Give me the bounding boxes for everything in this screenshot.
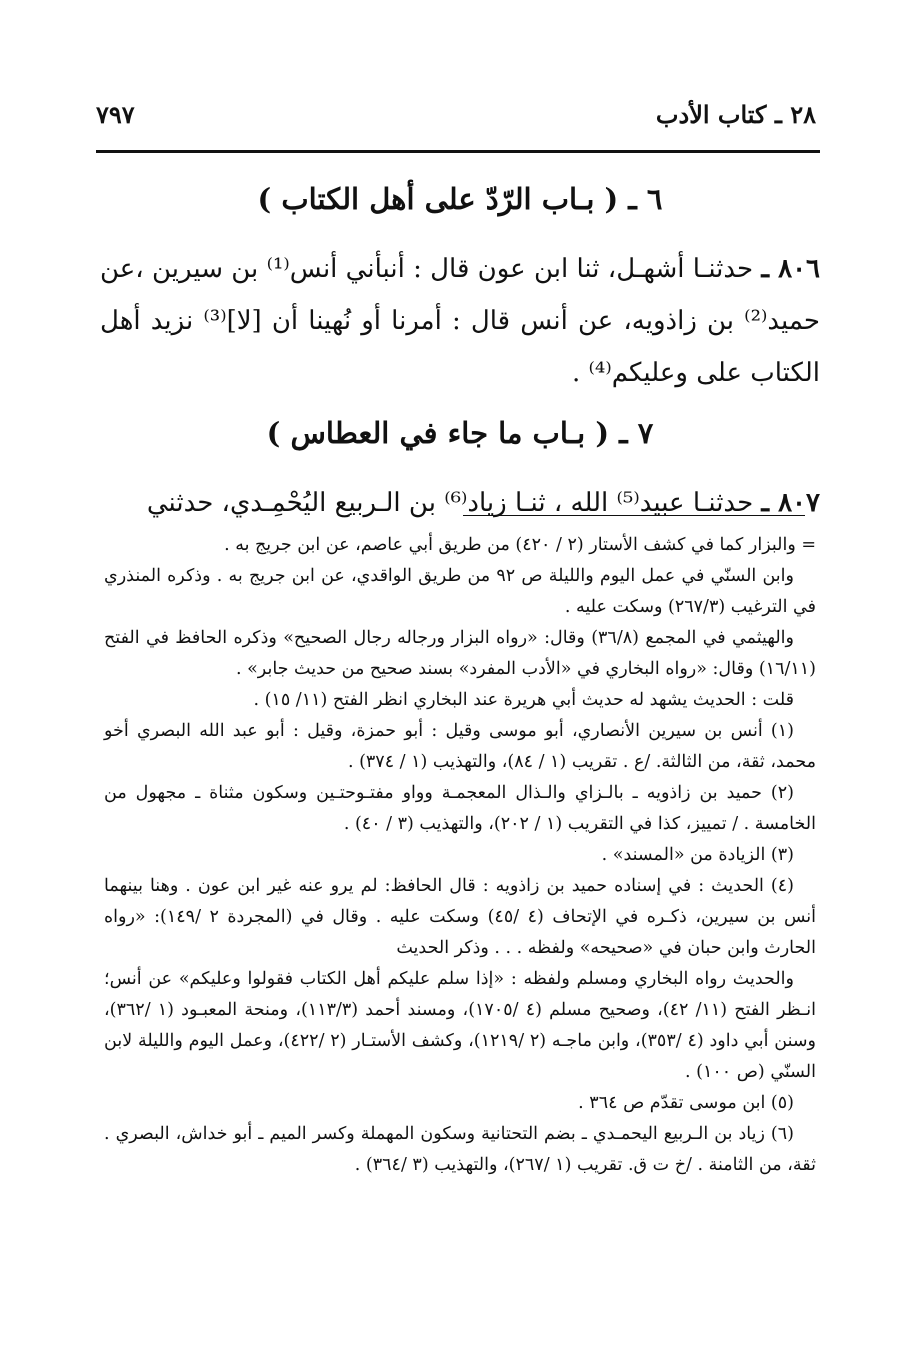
page-header bbox=[96, 100, 816, 140]
hadith-807 bbox=[100, 477, 820, 529]
footnote-2: (٢) حميد بن زاذويه ـ بالـزاي والـذال المعجمـة وواو مفتـوحتـين وسكون مثناة ـ مجهول من الخامسة . / تمييز، كذا في التقريب (١ / ٢٠٢)، والتهذيب (٣ / ٤٠) . bbox=[104, 783, 816, 834]
chapter-title-7: ٧ ـ ( بـاب ما جاء في العطاس ) bbox=[266, 416, 654, 450]
hadith-806-text: حدثنـا أشهـل، ثنا ابن عون قال : أنبأني أنس⁽¹⁾ بن سيرين ،عن حميد⁽²⁾ بن زاذويه، عن أنس قال : أمرنا أو نُهينا أن [لا]⁽³⁾ نزيد أهل الكتاب على وعليكم⁽⁴⁾ . bbox=[100, 254, 820, 388]
footnote-1: (١) أنس بن سيرين الأنصاري، أبو موسى وقيل : أبو حمزة، وقيل : أبو عبد الله البصري أخو محمد، ثقة، من الثالثة. /ع . تقريب (١ / ٨٤)، والتهذيب (١ / ٣٧٤) . bbox=[104, 721, 816, 772]
page-number: ٧٩٧ bbox=[96, 100, 135, 129]
footnote-continuation-4: قلت : الحديث يشهد له حديث أبي هريرة عند البخاري انظر الفتح (١١/ ١٥) . bbox=[253, 690, 794, 710]
footnote-continuation-2: وابن السنّي في عمل اليوم والليلة ص ٩٢ من طريق الواقدي، عن ابن جريج به . وذكره المنذري في الترغيب (٢٦٧/٣) وسكت عليه . bbox=[104, 566, 816, 617]
main-text bbox=[100, 165, 820, 539]
footnote-continuation-1: = والبزار كما في كشف الأستار (٢ / ٤٢٠) من طريق أبي عاصم، عن ابن جريج به . bbox=[224, 535, 816, 555]
footnote-continuation-3: والهيثمي في المجمع (٣٦/٨) وقال: «رواه البزار ورجاله رجال الصحيح» وذكره الحافظ في الفتح (١٦/١١) وقال: «رواه البخاري في «الأدب المفرد» بسند صحيح من حديث جابر» . bbox=[104, 628, 816, 679]
footnote-3: (٣) الزيادة من «المسند» . bbox=[601, 845, 794, 865]
hadith-806 bbox=[100, 243, 820, 399]
footnote-rule bbox=[463, 515, 805, 516]
footnotes bbox=[104, 530, 816, 1181]
hadith-806-number: ٨٠٦ ـ bbox=[761, 254, 821, 284]
header-rule bbox=[96, 150, 820, 153]
footnote-4-continued: والحديث رواه البخاري ومسلم ولفظه : «إذا سلم عليكم أهل الكتاب فقولوا وعليكم» عن أنس؛ انـظر الفتح (١١/ ٤٢)، وصحيح مسلم (٤ /١٧٠٥)، ومسند أحمد (١١٣/٣)، ومنحة المعبـود (١ /٣٦٢)، وسنن أبي داود (٤ /٣٥٣)، وابن ماجـه (٢ /١٢١٩)، وكشف الأستـار (٢ /٤٢٢)، وعمل اليوم والليلة لابن السنّي (ص ١٠٠) . bbox=[104, 969, 816, 1082]
running-head: ٢٨ ـ كتاب الأدب bbox=[655, 100, 816, 129]
hadith-807-number: ٨٠٧ ـ bbox=[761, 488, 820, 518]
hadith-807-text: حدثنـا عبيد⁽⁵⁾ الله ، ثنـا زياد⁽⁶⁾ بن الـربيع اليُحْمِـدي، حدثني bbox=[146, 488, 754, 518]
footnote-6: (٦) زياد بن الـربيع اليحمـدي ـ بضم التحتانية وسكون المهملة وكسر الميم ـ أبو خداش، البصري . ثقة، من الثامنة . /خ ت ق. تقريب (١ /٢٦٧)، والتهذيب (٣ /٣٦٤) . bbox=[104, 1124, 816, 1175]
chapter-title-6: ٦ ـ ( بـاب الرّدّ على أهل الكتاب ) bbox=[257, 182, 663, 216]
footnote-4: (٤) الحديث : في إسناده حميد بن زاذويه : قال الحافظ: لم يرو عنه غير ابن عون . وهنا بينهما أنس بن سيرين، ذكـره في الإتحاف (٤ /٤٥) وسكت عليه . وقال في (المجردة ٢ /١٤٩): «رواه الحارث وابن حبان في «صحيحه» ولفظه . . . وذكر الحديث bbox=[104, 876, 816, 958]
footnote-5: (٥) ابن موسى تقدّم ص ٣٦٤ . bbox=[578, 1093, 794, 1113]
